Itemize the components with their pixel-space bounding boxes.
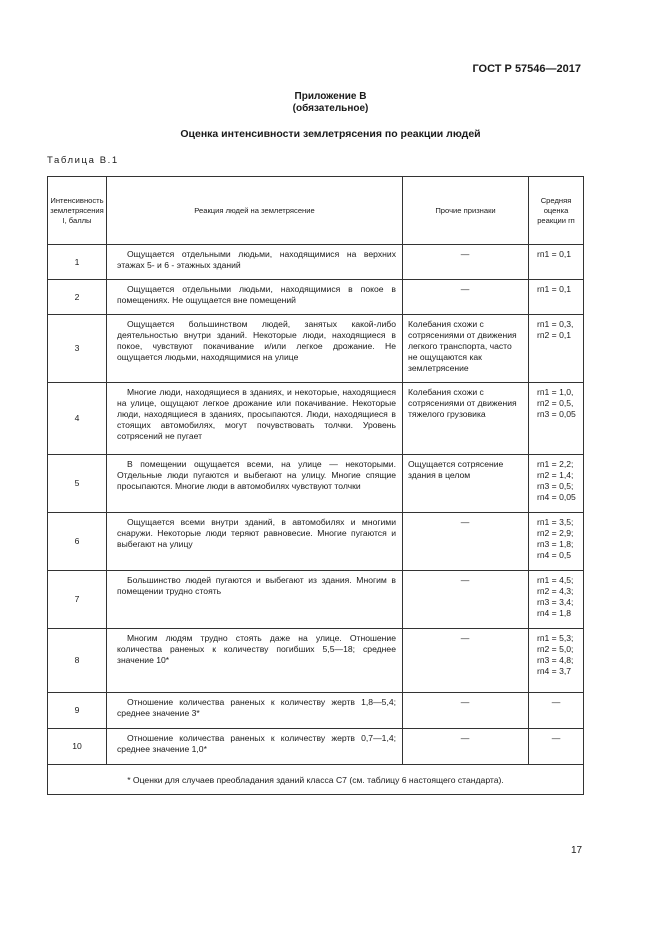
rating-value: rп3 = 4,8; xyxy=(537,655,574,665)
rating-value: rп3 = 0,05 xyxy=(537,409,576,419)
table-header-row xyxy=(48,177,584,245)
rating-cell xyxy=(529,729,584,765)
standard-number: ГОСТ Р 57546—2017 xyxy=(472,63,581,75)
table-row xyxy=(48,729,584,765)
other-signs-cell: — xyxy=(403,629,529,693)
reaction-text: Ощущается отдельными людьми, находящимися в покое в помещениях. Не ощущается вне помещений xyxy=(117,284,396,305)
other-signs-cell: — xyxy=(403,245,529,280)
reaction-cell xyxy=(107,280,403,315)
rating-value: — xyxy=(551,697,561,707)
other-signs-cell: Ощущается сотрясение здания в целом xyxy=(403,455,529,513)
reaction-text: Многие люди, находящиеся в зданиях, и некоторые, находящиеся на улице, ощущают легкое дрожание или покачивание. Некоторые люди, находящиеся в зданиях, просыпаются. Люди, находящиеся в стоящих автомобилях, могут почувствовать толчки. Уровень сотрясений не пугает xyxy=(117,387,396,441)
rating-cell xyxy=(529,383,584,455)
appendix-title xyxy=(0,91,661,115)
table-footnote: * Оценки для случаев преобладания зданий класса С7 (см. таблицу 6 настоящего стандарта). xyxy=(48,765,584,795)
intensity-cell: 9 xyxy=(48,693,107,729)
reaction-text: Ощущается большинством людей, занятых какой-либо деятельностью внутри зданий. Некоторые люди, находящиеся в покое, чувствуют покачивание и/или легкое дрожание. Не ощущается людьми, находящимися на улице xyxy=(117,319,396,362)
rating-cell xyxy=(529,571,584,629)
table-row xyxy=(48,513,584,571)
rating-value: rп1 = 3,5; xyxy=(537,517,574,527)
rating-value: — xyxy=(551,733,561,743)
reaction-cell xyxy=(107,729,403,765)
table-caption: Таблица В.1 xyxy=(47,155,119,166)
table-row xyxy=(48,315,584,383)
rating-value: rп2 = 1,4; xyxy=(537,470,574,480)
rating-value: rп1 = 0,1 xyxy=(537,249,572,259)
appendix-note: (обязательное) xyxy=(292,103,369,114)
rating-cell xyxy=(529,315,584,383)
rating-value: rп2 = 2,9; xyxy=(537,528,574,538)
intensity-table xyxy=(47,176,584,795)
rating-value: rп2 = 0,5, xyxy=(537,398,574,408)
intensity-cell: 3 xyxy=(48,315,107,383)
rating-value: rп1 = 1,0, xyxy=(537,387,574,397)
rating-cell xyxy=(529,629,584,693)
rating-cell xyxy=(529,245,584,280)
other-signs-cell: — xyxy=(403,693,529,729)
rating-cell xyxy=(529,280,584,315)
rating-value: rп3 = 1,8; xyxy=(537,539,574,549)
reaction-cell xyxy=(107,693,403,729)
intensity-cell: 2 xyxy=(48,280,107,315)
reaction-text: Отношение количества раненых к количеству жертв 1,8—5,4; среднее значение 3* xyxy=(117,697,396,718)
other-signs-cell: — xyxy=(403,571,529,629)
table-row xyxy=(48,245,584,280)
rating-cell xyxy=(529,513,584,571)
reaction-cell xyxy=(107,455,403,513)
header-reaction: Реакция людей на землетрясение xyxy=(107,177,403,245)
reaction-cell xyxy=(107,315,403,383)
other-signs-cell: — xyxy=(403,280,529,315)
table-body xyxy=(48,245,584,765)
reaction-text: Ощущается отдельными людьми, находящимися на верхних этажах 5- и 6 - этажных зданий xyxy=(117,249,396,270)
rating-value: rп2 = 4,3; xyxy=(537,586,574,596)
table-row xyxy=(48,571,584,629)
rating-value: rп1 = 2,2; xyxy=(537,459,574,469)
other-signs-cell: — xyxy=(403,729,529,765)
reaction-cell xyxy=(107,383,403,455)
rating-value: rп3 = 0,5; xyxy=(537,481,574,491)
rating-value: rп4 = 3,7 xyxy=(537,666,572,676)
intensity-cell: 10 xyxy=(48,729,107,765)
reaction-text: Ощущается всеми внутри зданий, в автомобилях и многими снаружи. Некоторые люди теряют равновесие. Многие пугаются и выбегают на улицу xyxy=(117,517,396,549)
rating-value: rп1 = 0,1 xyxy=(537,284,572,294)
rating-value: rп2 = 0,1 xyxy=(537,330,572,340)
rating-cell xyxy=(529,693,584,729)
page-number: 17 xyxy=(571,845,583,856)
intensity-cell: 8 xyxy=(48,629,107,693)
intensity-cell: 7 xyxy=(48,571,107,629)
reaction-text: Отношение количества раненых к количеству жертв 0,7—1,4; среднее значение 1,0* xyxy=(117,733,396,754)
reaction-text: Многим людям трудно стоять даже на улице. Отношение количества раненых к количеству погибших 5,5—18; среднее значение 10* xyxy=(117,633,396,665)
table-row xyxy=(48,280,584,315)
footnote-row xyxy=(48,765,584,795)
rating-value: rп1 = 0,3, xyxy=(537,319,574,329)
reaction-cell xyxy=(107,513,403,571)
header-rating: Средняя оценка реакции rп xyxy=(529,177,584,245)
rating-value: rп1 = 5,3; xyxy=(537,633,574,643)
intensity-cell: 5 xyxy=(48,455,107,513)
table-row xyxy=(48,629,584,693)
reaction-cell xyxy=(107,245,403,280)
table-row xyxy=(48,693,584,729)
header-other: Прочие признаки xyxy=(403,177,529,245)
rating-value: rп3 = 3,4; xyxy=(537,597,574,607)
appendix-label: Приложение В xyxy=(294,91,367,102)
reaction-cell xyxy=(107,629,403,693)
other-signs-cell: — xyxy=(403,513,529,571)
header-intensity: Интенсивность землетрясения I, баллы xyxy=(48,177,107,245)
reaction-cell xyxy=(107,571,403,629)
rating-value: rп4 = 0,5 xyxy=(537,550,572,560)
reaction-text: Большинство людей пугаются и выбегают из здания. Многим в помещении трудно стоять xyxy=(117,575,396,596)
reaction-text: В помещении ощущается всеми, на улице — некоторыми. Отдельные люди пугаются и выбегают на улицу. Многие спящие просыпаются. Многие люди в автомобилях чувствуют толчки xyxy=(117,459,396,491)
rating-value: rп4 = 1,8 xyxy=(537,608,572,618)
other-signs-cell: Колебания схожи с сотрясениями от движения тяжелого грузовика xyxy=(403,383,529,455)
rating-cell xyxy=(529,455,584,513)
intensity-cell: 6 xyxy=(48,513,107,571)
intensity-cell: 4 xyxy=(48,383,107,455)
rating-value: rп4 = 0,05 xyxy=(537,492,576,502)
intensity-cell: 1 xyxy=(48,245,107,280)
table-row xyxy=(48,455,584,513)
other-signs-cell: Колебания схожи с сотрясениями от движения легкого транспорта, часто не ощущаются как землетрясение xyxy=(403,315,529,383)
rating-value: rп1 = 4,5; xyxy=(537,575,574,585)
section-heading: Оценка интенсивности землетрясения по реакции людей xyxy=(180,128,481,140)
rating-value: rп2 = 5,0; xyxy=(537,644,574,654)
table-row xyxy=(48,383,584,455)
